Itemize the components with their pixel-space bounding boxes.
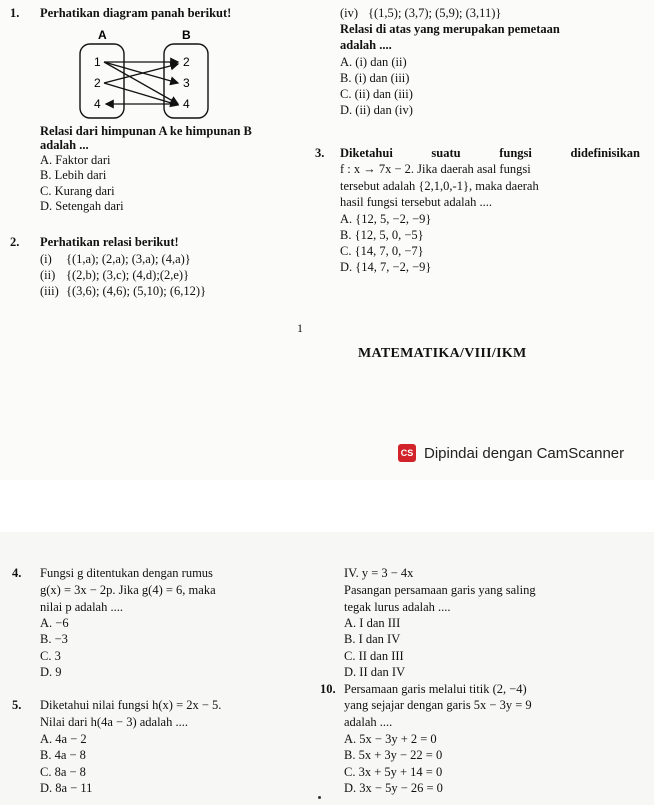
q3-option-b[interactable]: B. {12, 5, 0, −5} [340,228,424,242]
q10-line1: Persamaan garis melalui titik (2, −4) [344,682,527,696]
q2-number: 2. [10,235,20,249]
q3-option-a[interactable]: A. {12, 5, −2, −9} [340,212,432,226]
q4-option-b[interactable]: B. −3 [40,632,68,646]
q1-number: 1. [10,6,20,20]
q3-line2: f : x → 7x − 2. Jika daerah asal fungsi [340,162,531,176]
q5-option-a[interactable]: A. 4a − 2 [40,732,87,746]
footer-title: MATEMATIKA/VIII/IKM [358,346,527,361]
q1-prompt-line1: Relasi dari himpunan A ke himpunan B [40,124,252,138]
q10-option-d[interactable]: D. 3x − 5y − 26 = 0 [344,781,443,795]
set-a-item: 1 [94,55,101,69]
q1-option-b[interactable]: B. Lebih dari [40,168,107,182]
q9-line2: tegak lurus adalah .... [344,600,451,614]
q2-relation-iv: {(1,5); (3,7); (5,9); (3,11)} [368,6,502,20]
camscanner-logo-icon: CS [398,444,416,462]
q2-relation-iii-label: (iii) [40,284,59,298]
q2-relation-iii: {(3,6); (4,6); (5,10); (6,12)} [66,284,207,298]
q9-option-c[interactable]: C. II dan III [344,649,404,663]
q3-number: 3. [315,146,325,160]
q1-prompt-line2: adalah ... [40,138,89,152]
relation-arrow [104,62,178,104]
q4-line2: g(x) = 3x − 2p. Jika g(4) = 6, maka [40,583,216,597]
q2-relation-i: {(1,a); (2,a); (3,a); (4,a)} [66,252,191,266]
q5-option-d[interactable]: D. 8a − 11 [40,781,93,795]
q3-line3: tersebut adalah {2,1,0,-1}, maka daerah [340,179,539,193]
q2-option-b[interactable]: B. (i) dan (iii) [340,71,410,85]
q1-option-a[interactable]: A. Faktor dari [40,153,111,167]
q2-question: Perhatikan relasi berikut! [40,235,179,249]
q1-option-c[interactable]: C. Kurang dari [40,184,115,198]
q9-item-iv: IV. y = 3 − 4x [344,566,414,580]
q10-option-c[interactable]: C. 3x + 5y + 14 = 0 [344,765,443,779]
q9-option-d[interactable]: D. II dan IV [344,665,406,679]
set-b-item: 3 [183,76,190,90]
q5-line1: Diketahui nilai fungsi h(x) = 2x − 5. [40,698,222,712]
q10-option-b[interactable]: B. 5x + 3y − 22 = 0 [344,748,443,762]
q4-option-c[interactable]: C. 3 [40,649,61,663]
q3-line1: Diketahui suatu fungsi didefinisikan [340,146,640,160]
q9-option-a[interactable]: A. I dan III [344,616,401,630]
q3-option-c[interactable]: C. {14, 7, 0, −7} [340,244,424,258]
q5-number: 5. [12,698,22,712]
q2-relation-ii: {(2,b); (3,c); (4,d);(2,e)} [66,268,190,282]
camscanner-text: Dipindai dengan CamScanner [424,444,625,462]
speck [318,796,321,799]
set-b-item: 2 [183,55,190,69]
page-gap [0,480,654,532]
q4-option-d[interactable]: D. 9 [40,665,62,679]
q4-line1: Fungsi g ditentukan dengan rumus [40,566,213,580]
q10-line2: yang sejajar dengan garis 5x − 3y = 9 [344,698,532,712]
q5-option-b[interactable]: B. 4a − 8 [40,748,86,762]
q10-number: 10. [320,682,336,696]
q2-relation-iv-label: (iv) [340,6,359,20]
q9-line1: Pasangan persamaan garis yang saling [344,583,536,597]
q4-number: 4. [12,566,22,580]
camscanner-watermark [398,444,624,462]
q10-line3: adalah .... [344,715,393,729]
q2-prompt-line2: adalah .... [340,38,392,52]
q4-option-a[interactable]: A. −6 [40,616,69,630]
page-number: 1 [297,321,303,335]
q2-option-c[interactable]: C. (ii) dan (iii) [340,87,413,101]
set-a-item: 2 [94,76,101,90]
q2-option-d[interactable]: D. (ii) dan (iv) [340,103,413,117]
q2-option-a[interactable]: A. (i) dan (ii) [340,55,407,69]
q2-prompt-line1: Relasi di atas yang merupakan pemetaan [340,22,560,36]
set-b-item: 4 [183,97,190,111]
q9-option-b[interactable]: B. I dan IV [344,632,401,646]
arrow-diagram [40,28,250,120]
q1-option-d[interactable]: D. Setengah dari [40,199,124,213]
set-a-label: A [98,28,107,42]
q2-relation-ii-label: (ii) [40,268,56,282]
set-b-label: B [182,28,191,42]
q1-question: Perhatikan diagram panah berikut! [40,6,232,20]
q5-line2: Nilai dari h(4a − 3) adalah .... [40,715,188,729]
q3-line4: hasil fungsi tersebut adalah .... [340,195,493,209]
q10-option-a[interactable]: A. 5x − 3y + 2 = 0 [344,732,437,746]
q3-option-d[interactable]: D. {14, 7, −2, −9} [340,260,432,274]
set-a-item: 4 [94,97,101,111]
q5-option-c[interactable]: C. 8a − 8 [40,765,86,779]
q2-relation-i-label: (i) [40,252,52,266]
relation-arrow [104,83,178,105]
q4-line3: nilai p adalah .... [40,600,123,614]
set-a-oval [80,44,124,118]
